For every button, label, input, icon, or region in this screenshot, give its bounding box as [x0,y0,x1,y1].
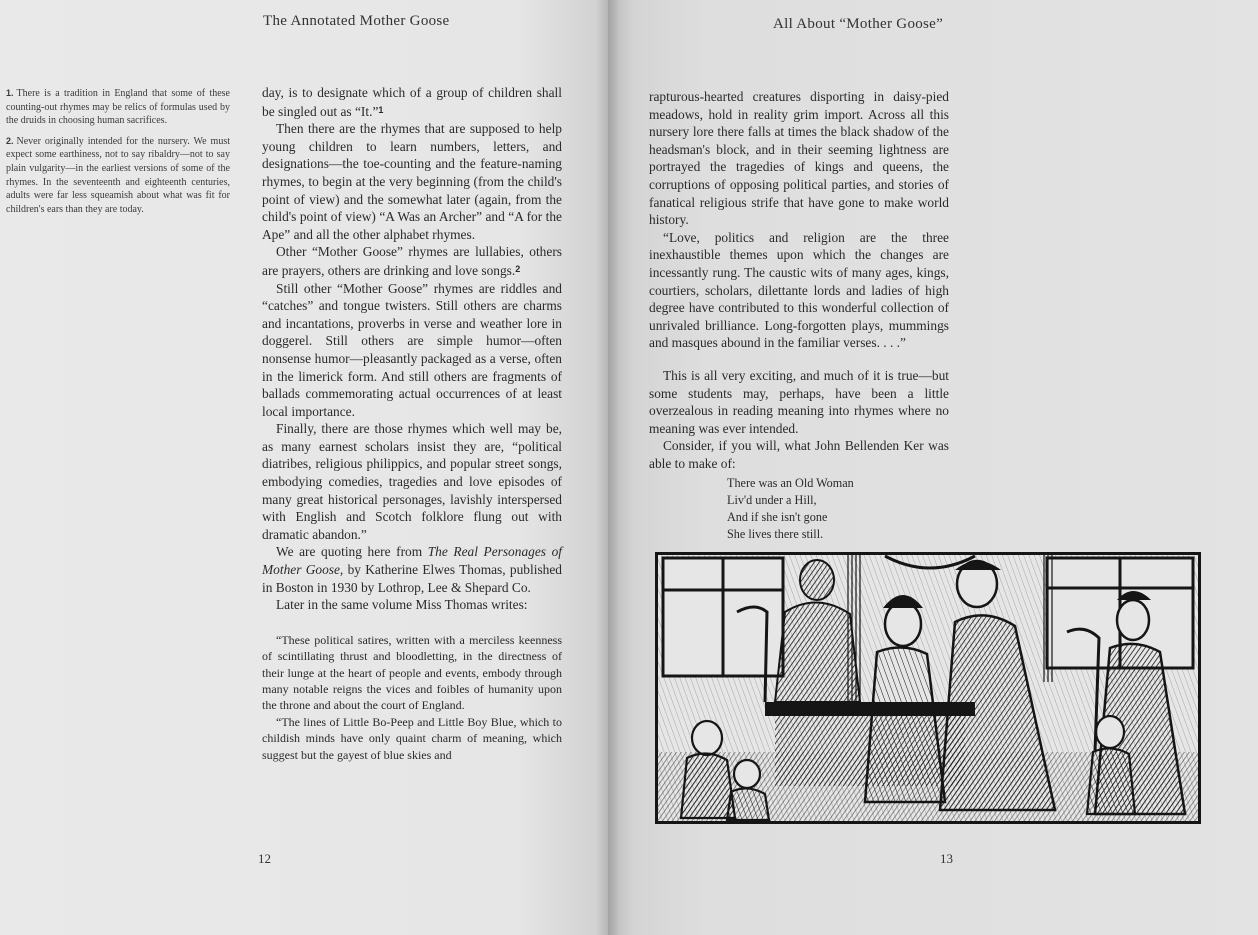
note-ref: 1 [378,104,384,115]
paragraph: Still other “Mother Goose” rhymes are riddles and “catches” and tongue twisters. Still others are charms and incantations, proverbs in verse and weather lore in doggerel. Still others are simple humor—often nonsense humor—pleasantly packaged as a verse, often in the limerick form. And still others are fragments of ballads commemorating actual occurrences of at least local importance. [262,280,562,419]
block-quote [262,632,562,763]
footnote-number: 2. [6,135,14,146]
paragraph: Finally, there are those rhymes which well may be, as many earnest scholars insist they are, “political diatribes, religious philippics, and popular street songs, embodying comedies, tragedies and love episodes of many great historical personages, lavishly interspersed with English and Scotch folklore flung out with dramatic abandon.” [262,421,562,542]
quote-paragraph: “These political satires, written with a merciless keenness of scintillating thrust and bloodletting, in the directness of their lunge at the heart of people and events, embody through many notable reigns the vices and foibles of humanity upon the throne and about the court of England. [262,632,562,713]
poem-line: And if she isn't gone [727,510,828,524]
page-number: 12 [258,851,271,866]
book-title: The Real Personages of Mother Goose, [262,544,562,578]
poem-line: Liv'd under a Hill, [727,493,817,507]
paragraph [262,243,562,279]
woodcut-illustration [655,552,1201,824]
right-running-head: All About “Mother Goose” [773,16,944,32]
paragraph: Then there are the rhymes that are supposed to help young children to learn numbers, letters, and designations—the toe-counting and the feature-naming rhymes, to begin at the very beginning (from the child's point of view) and the somewhat later (again, from the child's point of view) “A Was an Archer” and “A for the Ape” and all the other alphabet rhymes. [262,121,562,242]
paragraph: “Love, politics and religion are the three inexhaustible themes upon which the changes are incessantly rung. The caustic wits of many ages, kings, courtiers, scholars, dilettante lords and ladies of high degree have contributed to this wonderful collection of unrivaled brilliance. Long-forgotten plays, mummings and masques abound in the familiar verses. . . .” [649,229,949,351]
paragraph-text: Other “Mother Goose” rhymes are lullabies, others are prayers, others are drinking and love songs. [262,244,562,278]
footnotes [6,87,230,223]
paragraph: rapturous-hearted creatures disporting in daisy-pied meadows, hold in reality grim import. Across all this nursery lore there falls at times the black shadow of the headsman's block, and in their seeming lightness are portrayed the tragedies of kings and queens, the corruptions of opposing political parties, and stories of fanatical religious strife that have gone to make world history. [649,89,949,228]
paragraph [262,84,562,120]
paragraph: This is all very exciting, and much of it is true—but some students may, perhaps, have been a little overzealous in reading meaning into rhymes where no meaning was ever intended. [649,367,949,436]
footnote-text: Never originally intended for the nursery. We must expect some earthiness, not to say ribaldry—not to say plain vulgarity—in the earliest versions of some of the rhymes. In the seventeenth and eighteenth centuries, adults were far less squeamish about what was fit for children's ears than they are today. [6,135,230,215]
left-page [0,0,608,935]
paragraph-text: We are quoting here from [276,544,428,560]
paragraph [262,543,562,596]
right-text-column [649,88,949,472]
paragraph: Consider, if you will, what John Bellenden Ker was able to make of: [649,438,949,471]
paragraph: Later in the same volume Miss Thomas writes: [276,597,528,613]
page-number: 13 [940,851,953,866]
left-running-head: The Annotated Mother Goose [263,13,450,29]
footnote [6,87,230,128]
poem-line: There was an Old Woman [727,476,854,490]
poem [727,475,854,543]
footnote-text: There is a tradition in England that some of these counting-out rhymes may be relics of formulas used by the druids in choosing human sacrifices. [6,88,230,127]
left-text-column [262,84,562,763]
note-ref: 2 [515,263,521,274]
paragraph-text: day, is to designate which of a group of children shall be singled out as “It.” [262,85,562,119]
footnote [6,135,230,217]
quote-paragraph: “The lines of Little Bo-Peep and Little Boy Blue, which to childish minds have only quaint charm of meaning, which suggest but the gayest of blue skies and [262,714,562,762]
paragraph-text: by Katherine Elwes Thomas, published in Boston in 1930 by Lothrop, Lee & Shepard Co. [262,562,562,595]
gutter-shadow [596,0,620,935]
footnote-number: 1. [6,88,14,98]
poem-line: She lives there still. [727,527,824,541]
